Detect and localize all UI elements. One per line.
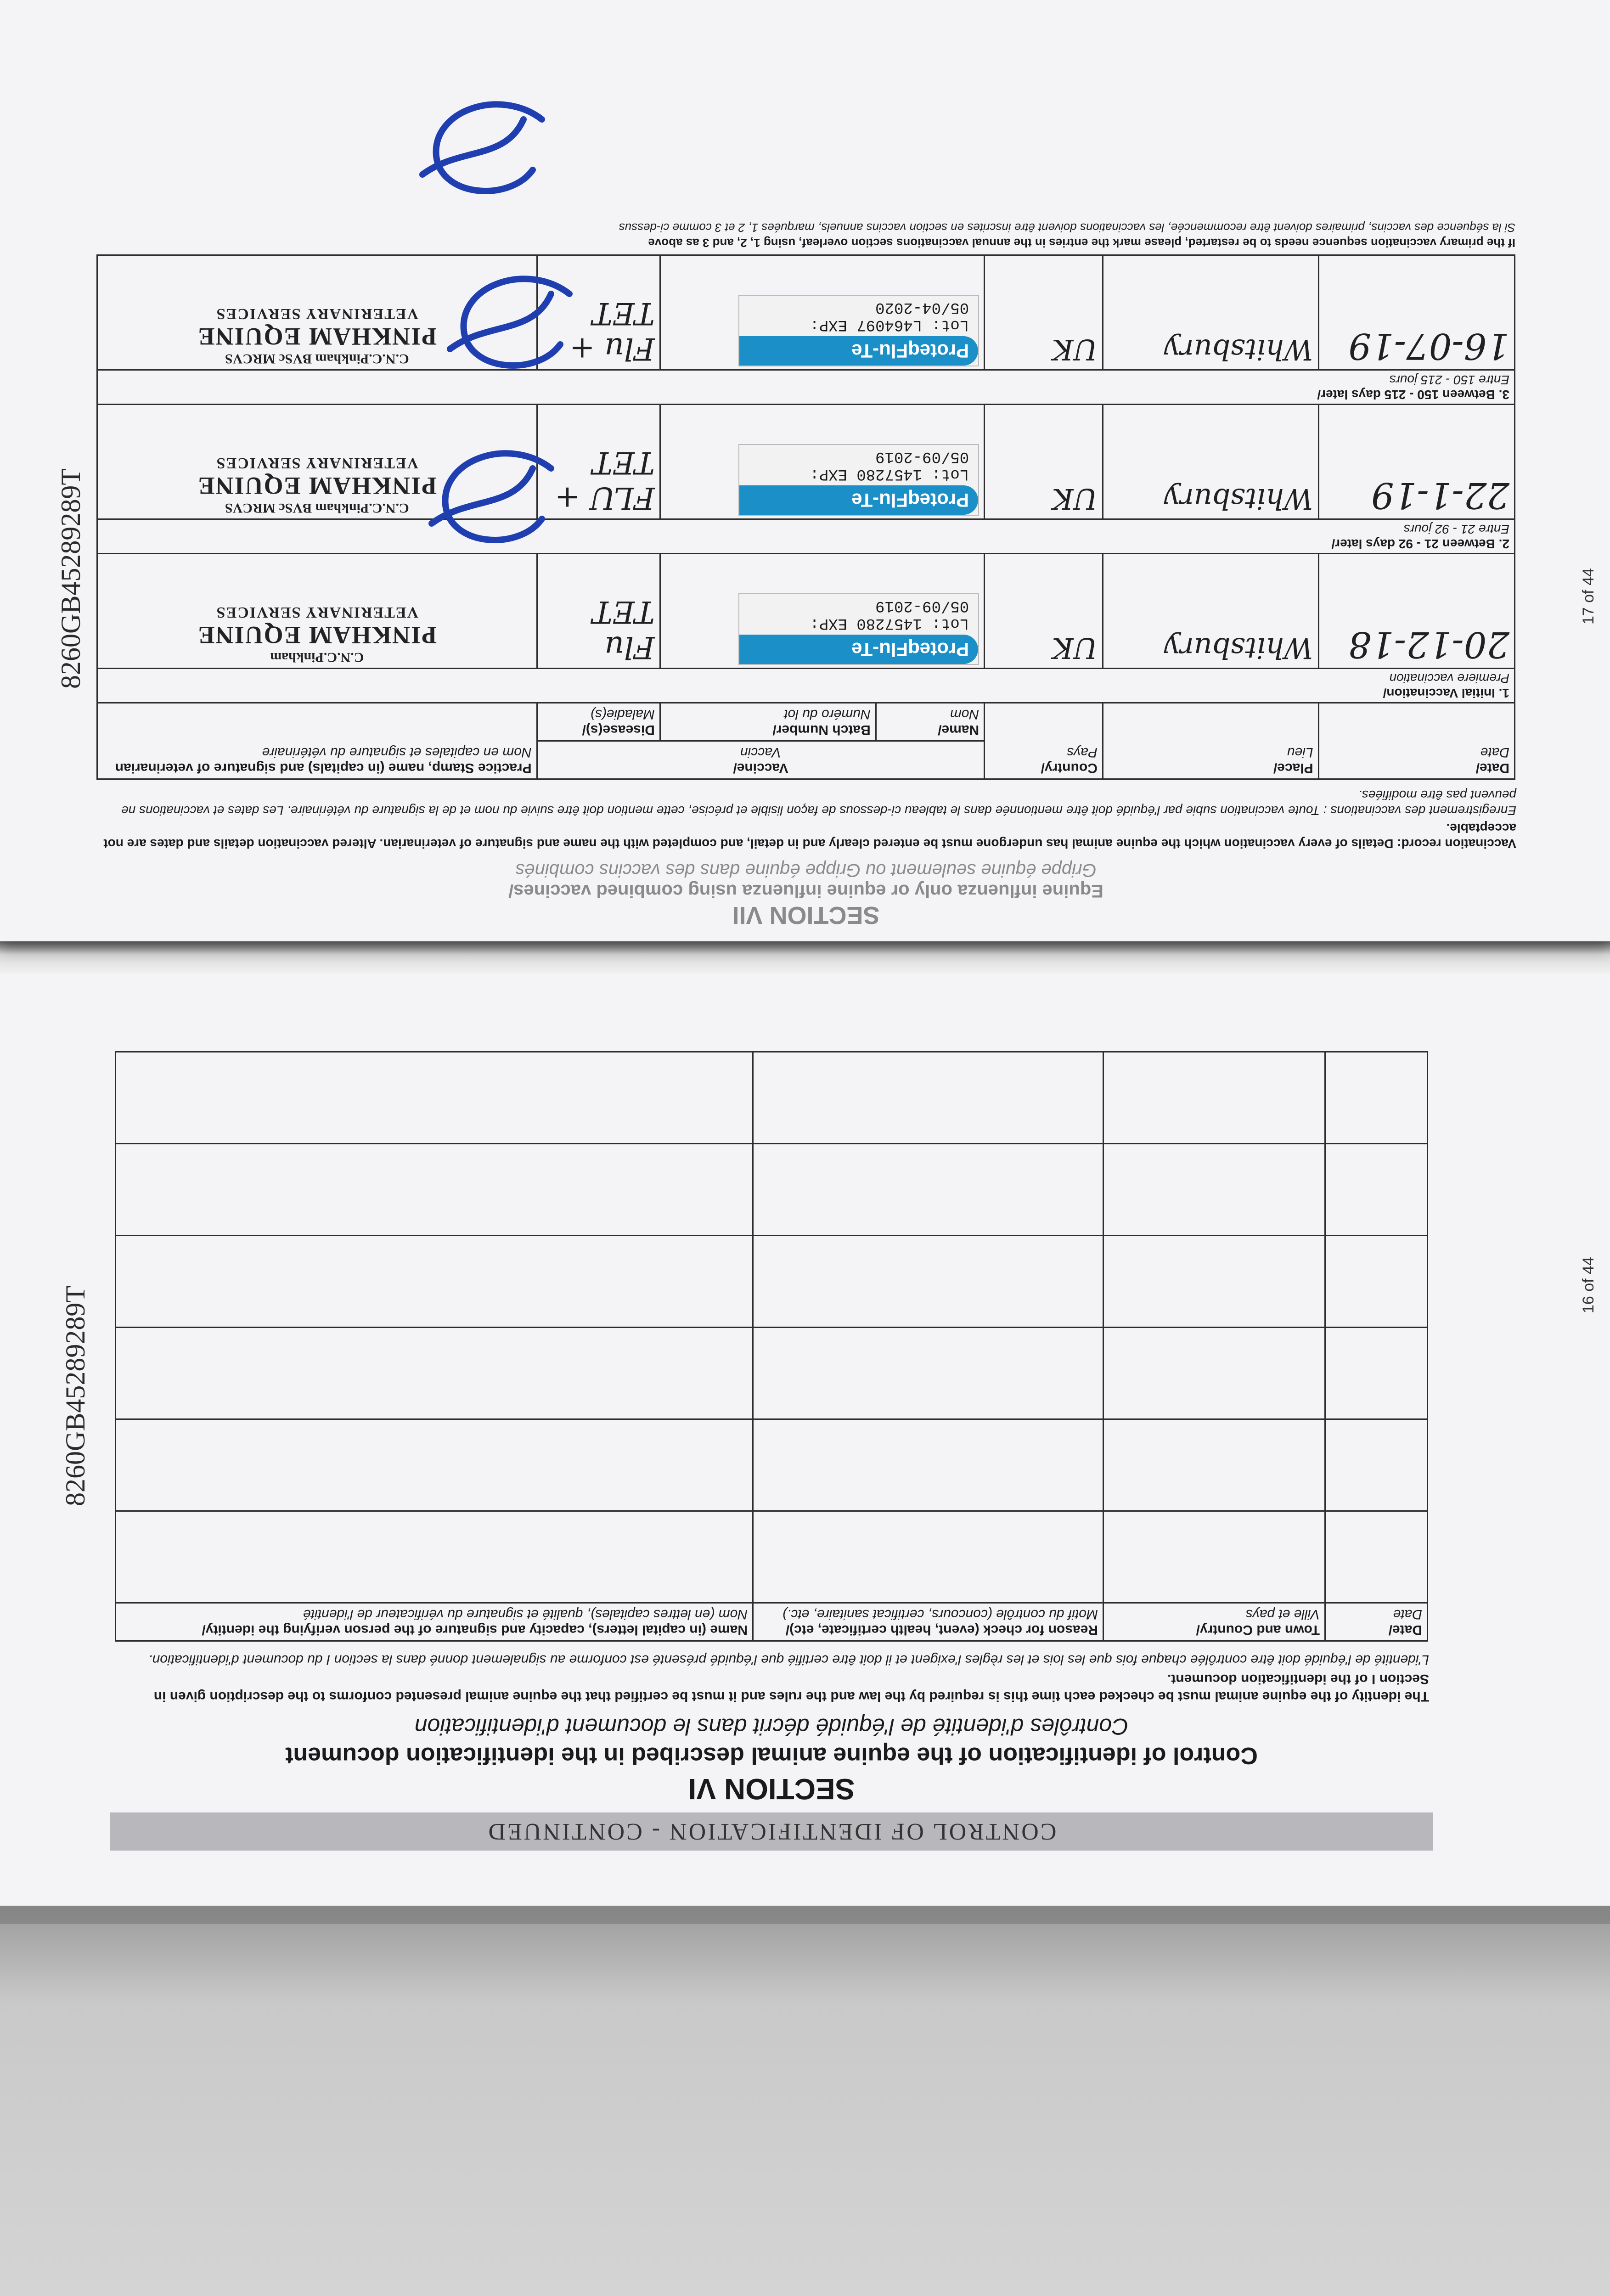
section-header-bar: CONTROL OF IDENTIFICATION - CONTINUED xyxy=(110,1812,1433,1851)
vaccination-country: UK xyxy=(985,405,1103,519)
section-vi-title: SECTION VI xyxy=(688,1773,855,1806)
col-date: Date/ Date xyxy=(1325,1603,1428,1641)
vaccination-row-2 xyxy=(97,519,1515,554)
batch-number: 1457280 xyxy=(856,465,923,483)
practice-stamp: C.N.C.Pinkham BVSc MRCVS PINKHAM EQUINE VETERINARY SERVICES xyxy=(197,455,437,516)
influenza-title: Equine influenza only or equine influenza using combined vaccines/ xyxy=(508,881,1103,901)
vaccine-sticker-cell xyxy=(660,554,984,669)
vet-signature xyxy=(413,441,565,560)
vaccination-place: Whitsbury xyxy=(1103,255,1318,370)
table-row xyxy=(116,1328,1428,1419)
vaccine-sticker xyxy=(738,295,979,366)
batch-number: L464097 xyxy=(856,316,923,333)
footnote-fr: Si la séquence des vaccins, primaires doivent être recommencée, les vaccinations doivent être inscrites en section vaccins annuels, marquées 1, 2 et 3 comme ci-dessus xyxy=(619,221,1515,235)
sticker-lot-row: Lot: 1457280 EXP: 05/09-2019 xyxy=(810,448,969,483)
table-row xyxy=(97,554,1515,669)
identification-title: Control of identification of the equine animal described in the identification document xyxy=(285,1742,1258,1769)
vaccination-country: UK xyxy=(985,554,1103,669)
vaccination-date: 20-12-18 xyxy=(1318,554,1514,669)
vaccine-brand: ProteqFlu-Te xyxy=(739,485,978,515)
row-1-label: 1. Initial Vaccination/ Premiere vaccination xyxy=(97,669,1515,703)
batch-number: 1457280 xyxy=(856,614,923,632)
background-surface xyxy=(0,1906,1610,2296)
col-verifier: Name (in capital letters), capacity and signature of the person verifying the identity/ Nom (en lettres capitales), qualité et signature du vérificateur de l'identité xyxy=(116,1603,753,1641)
vaccination-table xyxy=(96,254,1515,780)
influenza-title-fr: Grippe équine seulement ou Grippe équine dans des vaccins combinés xyxy=(515,860,1097,880)
document-id-upper: 8260GB45289289T xyxy=(56,468,86,689)
vaccine-sticker xyxy=(738,444,979,516)
vaccination-disease: Flu TET xyxy=(537,554,660,669)
table-row xyxy=(97,405,1515,519)
vaccination-date: 16-07-19 xyxy=(1318,255,1514,370)
vaccination-table-header xyxy=(97,741,1515,779)
table-row xyxy=(116,1419,1428,1511)
col-date: Date/ Date xyxy=(1318,703,1514,779)
vaccination-record-block xyxy=(92,60,1520,932)
vaccine-brand: ProteqFlu-Te xyxy=(739,635,978,664)
vaccination-row-3 xyxy=(97,370,1515,405)
identification-intro-fr: L'identité de l'équidé doit être contrôlée chaque fois que les lois et les règles l'exigent et il doit être certifié que l'équidé présenté est conforme au signalement donné dans la section I du document d'identification. xyxy=(148,1652,1429,1667)
vet-signature xyxy=(404,92,556,211)
table-row xyxy=(116,1511,1428,1603)
vaccination-disease: FLU + TET xyxy=(537,405,660,519)
vaccination-intro-fr: Enregistrement des vaccinations : Toute vaccination subie par l'équidé doit être mentionnée dans le tableau ci-dessous de façon lisible et précise, cette mention doit être suivie du nom et de la signature du vétérinaire. Les dates et vaccinations ne peuvent pas être modifiées. xyxy=(121,788,1516,818)
sticker-lot-row: Lot: 1457280 EXP: 05/09-2019 xyxy=(810,597,969,632)
col-disease: Disease(s)/ Maladie(s) xyxy=(537,703,660,741)
identification-table xyxy=(115,1051,1428,1642)
col-place: Place/ Lieu xyxy=(1103,703,1318,779)
col-batch: Batch Number/ Numéro du lot xyxy=(660,703,876,741)
col-reason: Reason for check (event, health certificate, etc)/ Motif du contrôle (concours, certificat sanitaire, etc.) xyxy=(753,1603,1103,1641)
table-row xyxy=(116,1144,1428,1236)
vaccine-sticker-cell xyxy=(660,255,984,370)
footnote: If the primary vaccination sequence needs to be restarted, please mark the entries in the annual vaccinations section overleaf, using 1, 2, and 3 as above xyxy=(648,236,1515,250)
col-stamp: Practice Stamp, name (in capitals) and signature of veterinarian Nom en capitales et signature du vétérinaire xyxy=(97,703,537,779)
vaccine-sticker-cell xyxy=(660,405,984,519)
identification-intro: The identity of the equine animal must be checked each time this is required by the law and the rules and it must be certified that the equine animal presented conforms to the description given in Section I of the identification document. xyxy=(153,1671,1429,1704)
col-country: Country/ Pays xyxy=(985,703,1103,779)
stamp-cell xyxy=(97,554,537,669)
vaccine-sticker xyxy=(738,593,979,665)
sticker-lot-row: Lot: L464097 EXP: 05/04-2020 xyxy=(810,298,969,333)
identification-table-header xyxy=(116,1603,1428,1641)
vaccination-place: Whitsbury xyxy=(1103,554,1318,669)
col-vaccine-name: Name/ Nom xyxy=(876,703,984,741)
page-number-16: 16 of 44 xyxy=(1580,1257,1597,1313)
table-row xyxy=(116,1052,1428,1144)
row-2-label: 2. Between 21 - 92 days later/ Entre 21 - 92 jours xyxy=(97,519,1515,554)
book-binding xyxy=(0,941,1610,974)
page-number-17: 17 of 44 xyxy=(1580,568,1597,625)
col-vaccine: Vaccine/ Vaccin xyxy=(537,741,985,779)
vaccination-date: 22-1-19 xyxy=(1318,405,1514,519)
identification-title-fr: Contrôles d'identité de l'équidé décrit dans le document d'identification xyxy=(414,1714,1129,1739)
table-row xyxy=(97,255,1515,370)
col-town-country: Town and Country/ Ville et pays xyxy=(1103,1603,1325,1641)
practice-stamp: C.N.C.Pinkham PINKHAM EQUINE VETERINARY SERVICES xyxy=(197,604,437,665)
vaccination-country: UK xyxy=(985,255,1103,370)
vaccination-row-1 xyxy=(97,669,1515,703)
vet-signature xyxy=(432,266,583,386)
expiry-date: 05/09-2019 xyxy=(875,448,969,465)
page-17 xyxy=(0,0,1610,941)
vaccine-brand: ProteqFlu-Te xyxy=(739,336,978,366)
document-id-lower: 8260GB45289289T xyxy=(60,1286,90,1506)
table-row xyxy=(116,1236,1428,1328)
vaccination-intro: Vaccination record: Details of every vaccination which the equine animal has undergone must be entered clearly and in detail, and completed with the name and signature of veterinarian. Altered vaccination details and dates are not acceptable. xyxy=(103,821,1516,851)
vaccination-disease: Flu + TET xyxy=(537,255,660,370)
vaccination-place: Whitsbury xyxy=(1103,405,1318,519)
practice-stamp: C.N.C.Pinkham BVSc MRCVS PINKHAM EQUINE VETERINARY SERVICES xyxy=(197,305,437,366)
expiry-date: 05/09-2019 xyxy=(875,597,969,614)
row-3-label: 3. Between 150 - 215 days later/ Entre 150 - 215 jours xyxy=(97,370,1515,405)
expiry-date: 05/04-2020 xyxy=(875,298,969,316)
identification-control-block xyxy=(110,941,1433,1851)
section-vii-title: SECTION VII xyxy=(732,901,880,929)
